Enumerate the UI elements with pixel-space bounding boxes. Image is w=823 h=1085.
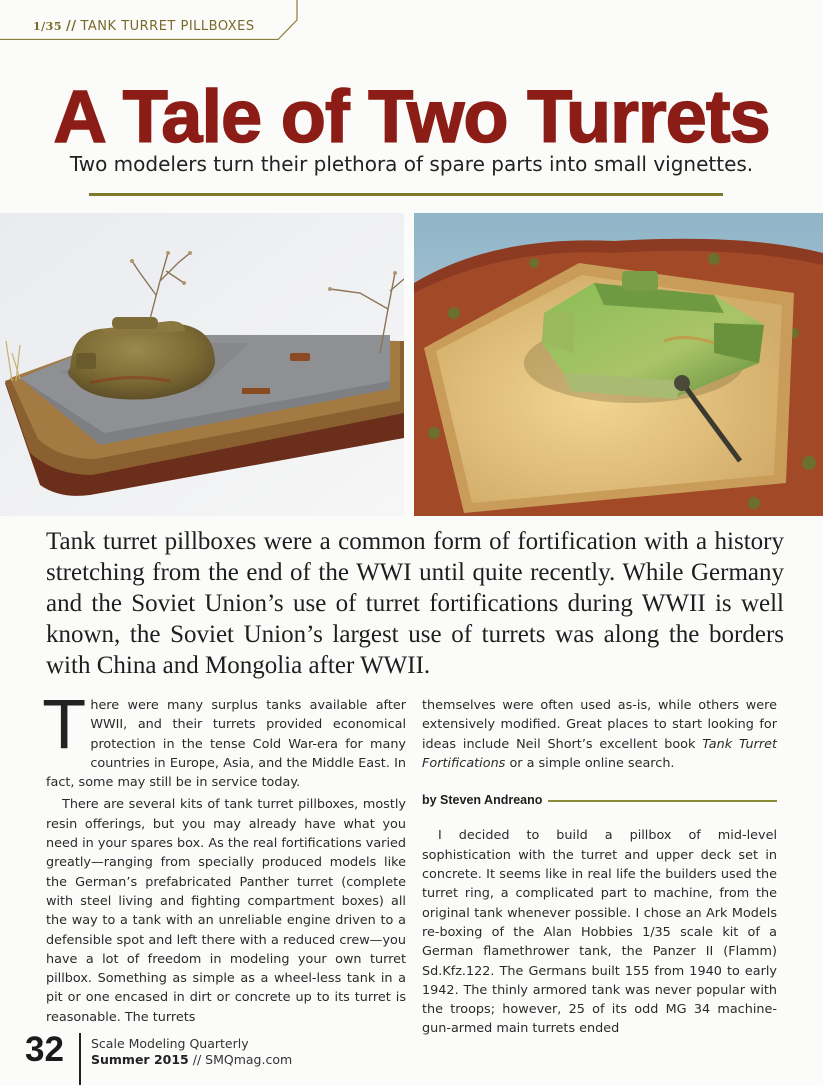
paragraph-2-end-text: or a simple online search. (509, 755, 675, 771)
byline-rule (548, 800, 777, 802)
photo-green-turret-vignette (414, 213, 823, 516)
publication-name: Scale Modeling Quarterly (91, 1036, 249, 1051)
paragraph-1 (44, 687, 406, 792)
section-scale: 1/35 (33, 20, 62, 33)
issue-date: Summer 2015 (91, 1052, 189, 1067)
paragraph-3: I decided to build a pillbox of mid-level sophistication with the turret and upper deck set in concrete. It seems like in real life the builders used the turret ring, a complicated part to machine, from the original tank whenever possible. I chose an Ark Models re-boxing of the Alan Hobbies 1/35 scale kit of a German flamethrower tank, the Panzer II (Flamm) Sd.Kfz.122. The Germans built 155 from 1940 to early 1942. The thinly armored tank was never popular with the troops; however, 25 of its odd MG 34 machine-gun-armed main turrets ended (422, 828, 777, 1037)
byline: by Steven Andreano (422, 793, 543, 808)
lead-paragraph: Tank turret pillboxes were a common form of fortification with a history stretching from the end of the WWI until quite recently. While Germany and the Soviet Union’s use of turret fortifications during WWII is well known, the Soviet Union’s largest use of turrets was along the borders with China and Mongolia after WWII. (46, 528, 784, 679)
article-subtitle: Two modelers turn their plethora of spare parts into small vignettes. (69, 152, 754, 176)
article-title: A Tale of Two Turrets (53, 75, 770, 158)
page-number: 32 (25, 1030, 64, 1069)
paragraph-2-continued (422, 696, 777, 773)
book-title: Tank Turret Fortifications (422, 736, 778, 771)
paragraph-2-continued-text: themselves were often used as-is, while others were extensively modified. Great places to start looking for ideas include Neil Short’s excellent book (422, 698, 777, 752)
section-tab (0, 0, 300, 40)
footer-separator: // (192, 1052, 202, 1067)
section-separator: // (65, 19, 77, 34)
paragraph-2: There are several kits of tank turret pillboxes, mostly resin offerings, but you may already have what you need in your spares box. As the real fortifications varied greatly—ranging from specially produced models like the German’s prefabricated Panther turret (complete with steel living and fighting compartment boxes) all the way to a tank with an unreliable engine driven to a defensible spot and left there with a reduced crew—you have a lot of freedom in modeling your own turret pillbox. Something as simple as a wheel-less tank in a pit or one encased in dirt or concrete up to its turret is reasonable. The turrets (46, 797, 406, 1025)
section-label (33, 19, 255, 34)
publication-issue (91, 1052, 292, 1067)
body-column-right (422, 696, 777, 1039)
title-divider (89, 193, 723, 196)
section-topic: TANK TURRET PILLBOXES (80, 19, 255, 34)
body-column-left (44, 687, 406, 1027)
drop-cap: T (44, 687, 85, 764)
website: SMQmag.com (205, 1052, 293, 1067)
paragraph-1-text: here were many surplus tanks available after WWII, and their turrets provided economical protection in the tense Cold War-era for many countries in Europe, Asia, and the Middle East. In fact, some may still be in service today. (46, 698, 406, 791)
photo-grey-turret-vignette (0, 213, 404, 516)
byline-row (422, 791, 777, 810)
footer-divider (79, 1033, 81, 1085)
